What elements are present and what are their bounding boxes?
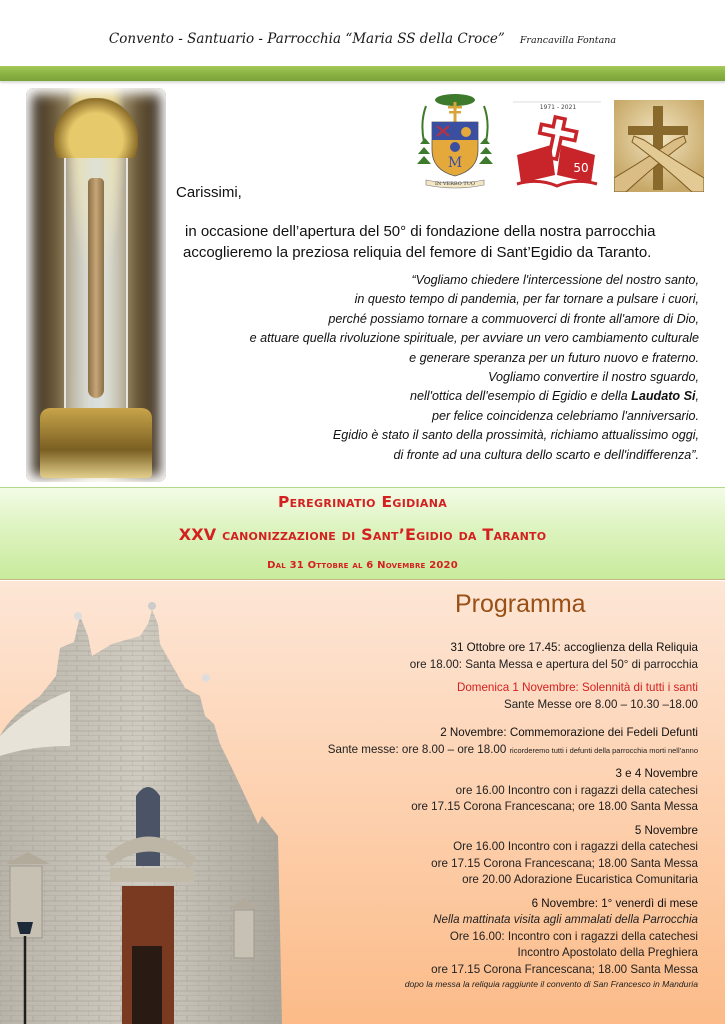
quote-line: e generare speranza per un futuro nuovo e fraterno. [409, 350, 699, 365]
schedule-item: ore 20.00 Adorazione Eucaristica Comunitaria [462, 873, 698, 886]
event-subtitle: XXV canonizzazione di Sant’Egidio da Taranto [178, 525, 547, 544]
coat-of-arms-motto: IN VERBO TUO [434, 181, 476, 187]
reliquary-base [40, 408, 152, 478]
schedule-day-block [198, 896, 698, 992]
program-title: Programma [455, 590, 586, 618]
schedule-item: ore 17.15 Corona Francescana; ore 18.00 Santa Messa [411, 800, 698, 813]
quote-line: in questo tempo di pandemia, per far tornare a pulsare i cuori, [354, 292, 699, 307]
svg-text:M: M [447, 155, 463, 171]
schedule-item: Ore 16.00: Incontro con i ragazzi della catechesi [449, 929, 698, 943]
schedule-day-heading: 31 Ottobre ore 17.45: accoglienza della Reliquia [450, 641, 698, 654]
page-header [0, 28, 725, 47]
header-town: Francavilla Fontana [519, 35, 617, 46]
quote-line: e attuare quella rivoluzione spirituale, per avviare un vero cambiamento culturale [249, 331, 699, 346]
reliquary-crown [54, 98, 138, 158]
schedule-day-block [198, 640, 698, 673]
schedule-day-block [198, 766, 698, 816]
schedule-small-note: ricorderemo tutti i defunti della parrocchia morti nell’anno [509, 745, 698, 755]
schedule-day-block [198, 680, 698, 713]
pastoral-quote [179, 271, 699, 465]
quote-line-text: nell'ottica dell'esempio di Egidio e della [409, 389, 628, 404]
schedule-item: Ore 16.00 Incontro con i ragazzi della catechesi [453, 840, 698, 853]
laudato-si-title: Laudato Si [631, 389, 696, 404]
schedule-day-heading: Domenica 1 Novembre: Solennità di tutti i santi [456, 681, 698, 694]
reliquary-photo [26, 88, 166, 482]
schedule-day-heading: 6 Novembre: 1° venerdì di mese [531, 896, 698, 910]
quote-line: “Vogliamo chiedere l'intercessione del nostro santo, [411, 273, 699, 287]
schedule-footnote: dopo la messa la reliquia raggiunte il convento di San Francesco in Manduria [404, 979, 698, 989]
schedule-item: ore 17.15 Corona Francescana; 18.00 Santa Messa [431, 856, 698, 870]
letter-greeting: Carissimi, [176, 184, 242, 201]
program-schedule [198, 640, 698, 998]
header-title: Convento - Santuario - Parrocchia “Maria SS della Croce” [108, 31, 505, 47]
anniversary-50-logo [513, 100, 603, 192]
quote-line [179, 387, 699, 406]
schedule-item: ore 16.00 Incontro con i ragazzi della catechesi [455, 783, 698, 797]
anniversary-years: 1971 - 2021 [539, 104, 577, 111]
header-divider-bar [0, 66, 725, 81]
quote-line: perché possiamo tornare a commuoverci di fronte all'amore di Dio, [328, 311, 699, 326]
church-window [136, 787, 160, 866]
intro-line: in occasione dell’apertura del 50° di fondazione della nostra parrocchia [185, 223, 656, 240]
cross-horizontal [628, 126, 688, 135]
coat-of-arms-logo [416, 92, 494, 190]
letter-intro [183, 221, 703, 263]
quote-line: di fronte ad una cultura dello scarto e dell'indifferenza”. [393, 447, 699, 462]
schedule-day-heading: 5 Novembre [634, 823, 698, 837]
schedule-day-heading: 2 Novembre: Commemorazione dei Fedeli Defunti [440, 726, 698, 739]
anniversary-number: 50 [573, 161, 589, 175]
quote-line: per felice coincidenza celebriamo l'anniversario. [431, 408, 699, 423]
schedule-item [198, 742, 698, 760]
schedule-day-heading: 3 e 4 Novembre [615, 767, 698, 780]
event-dates: Dal 31 Ottobre al 6 Novembre 2020 [267, 560, 458, 571]
schedule-item: Incontro Apostolato della Preghiera [517, 946, 698, 959]
quote-line: Egidio è stato il santo della prossimità, richiamo attualissimo oggi, [332, 428, 699, 443]
schedule-item-text: Sante messe: ore 8.00 – ore 18.00 [327, 742, 507, 756]
cross-arms-image [614, 100, 704, 192]
schedule-item: Sante Messe ore 8.00 – 10.30 –18.00 [503, 697, 698, 711]
schedule-day-block [198, 823, 698, 889]
schedule-item: ore 17.15 Corona Francescana; 18.00 Santa Messa [431, 962, 698, 976]
quote-line: Vogliamo convertire il nostro sguardo, [488, 370, 699, 385]
quote-punctuation: , [695, 389, 699, 404]
event-title: Peregrinatio Egidiana [277, 493, 448, 511]
event-title-band [0, 487, 725, 580]
intro-line: accoglieremo la preziosa reliquia del femore di Sant’Egidio da Taranto. [183, 244, 652, 261]
schedule-day-block [198, 725, 698, 759]
relic-femur [88, 178, 104, 398]
schedule-item-italic: Nella mattinata visita agli ammalati della Parrocchia [433, 913, 698, 926]
schedule-item: ore 18.00: Santa Messa e apertura del 50° di parrocchia [409, 657, 698, 671]
